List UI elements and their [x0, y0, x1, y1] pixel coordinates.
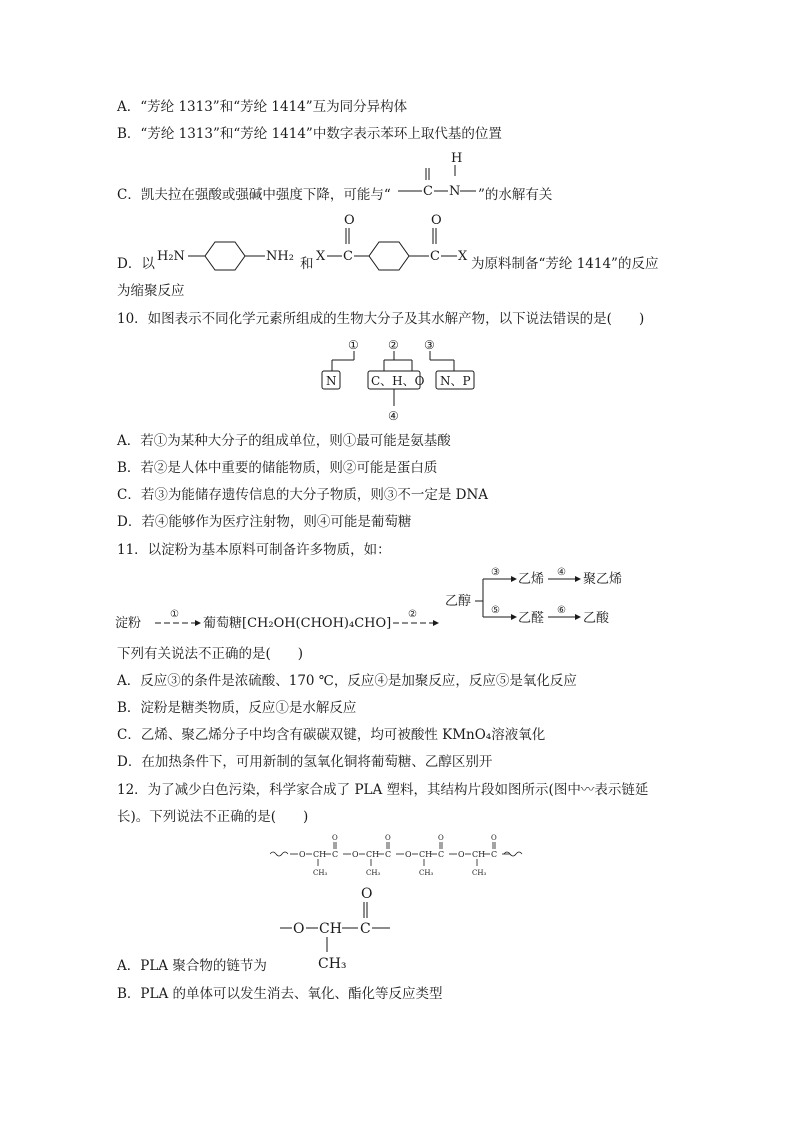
- unit-c: C: [360, 921, 371, 937]
- chain-c-2: C: [438, 850, 445, 859]
- q11-option-d: D．在加热条件下，可用新制的氢氧化铜将葡萄糖、乙醇区别开: [117, 754, 493, 770]
- chain-co-1: O: [385, 834, 391, 842]
- chain-co-3: O: [491, 834, 497, 842]
- chain-ch-1: CH: [366, 850, 380, 859]
- q12-option-a: A．PLA 聚合物的链节为: [117, 958, 267, 974]
- q9-option-b: B．“芳纶 1313”和“芳纶 1414”中数字表示苯环上取代基的位置: [117, 126, 502, 142]
- label-3: ③: [424, 338, 435, 352]
- scheme-ethene: 乙烯: [518, 572, 545, 587]
- scheme-r5: ⑤: [491, 605, 500, 616]
- pla-repeat-unit: [280, 882, 410, 977]
- scheme-polyethene: 聚乙烯: [583, 572, 623, 587]
- amine-right: NH₂: [266, 249, 294, 264]
- scheme-glucose: 葡萄糖[CH₂OH(CHOH)₄CHO]: [203, 616, 392, 631]
- scheme-r2: ②: [408, 609, 417, 620]
- chain-co-0: O: [332, 834, 338, 842]
- unit-ch: CH: [319, 921, 342, 937]
- unit-ch3: CH₃: [318, 956, 347, 972]
- scheme-r6: ⑥: [557, 605, 566, 616]
- label-1: ①: [348, 338, 359, 352]
- chain-ch-0: CH: [313, 850, 327, 859]
- chain-ch3-1: CH₃: [366, 869, 381, 877]
- q12-stem-line1: 12．为了减少白色污染，科学家合成了 PLA 塑料，其结构片段如图所示(图中〰表示链延: [117, 782, 649, 798]
- q10-stem: 10．如图表示不同化学元素所组成的生物大分子及其水解产物，以下说法错误的是( ): [117, 311, 645, 327]
- chain-ch3-3: CH₃: [472, 869, 487, 877]
- chain-o-1: O: [352, 850, 359, 859]
- chain-c-1: C: [385, 850, 392, 859]
- scheme-r4: ④: [557, 567, 566, 578]
- box-cho-label: C、H、O: [371, 374, 425, 388]
- scheme-acetaldehyde: 乙醛: [518, 611, 545, 626]
- scheme-ethanol: 乙醇: [445, 594, 472, 609]
- chain-o-2: O: [405, 850, 412, 859]
- box-np-label: N、P: [440, 374, 471, 388]
- chain-co-2: O: [438, 834, 444, 842]
- unit-carbonyl-o: O: [361, 886, 373, 902]
- chain-ch-3: CH: [472, 850, 486, 859]
- q11-option-a: A．反应③的条件是浓硫酸、170 ℃，反应④是加聚反应，反应⑤是氧化反应: [117, 673, 577, 689]
- q9-option-c-suffix: ”的水解有关: [478, 187, 553, 203]
- chain-o-3: O: [458, 850, 465, 859]
- q11-ask: 下列有关说法不正确的是( ): [117, 646, 304, 662]
- q10-option-c: C．若③为能储存遗传信息的大分子物质，则③不一定是 DNA: [117, 487, 489, 503]
- amide-c: C: [423, 184, 433, 199]
- q12-option-b: B．PLA 的单体可以发生消去、氧化、酯化等反应类型: [117, 986, 443, 1002]
- label-2: ②: [388, 338, 399, 352]
- acyl-o-right: O: [431, 213, 442, 228]
- q10-option-a: A．若①为某种大分子的组成单位，则①最可能是氨基酸: [117, 433, 451, 449]
- q12-stem-line2: 长)。下列说法不正确的是( ): [117, 809, 309, 825]
- acyl-c-left: C: [343, 249, 353, 264]
- q9-option-c-prefix: C．凯夫拉在强酸或强碱中强度下降，可能与“: [117, 187, 391, 203]
- element-diagram: [318, 334, 478, 424]
- amide-n: N: [449, 184, 461, 199]
- chain-o-0: O: [299, 850, 306, 859]
- scheme-starch: 淀粉: [115, 616, 142, 631]
- acyl-o-left: O: [344, 213, 355, 228]
- q11-stem: 11．以淀粉为基本原料可制备许多物质，如：: [117, 542, 391, 558]
- q11-option-c: C．乙烯、聚乙烯分子中均含有碳碳双键，均可被酸性 KMnO₄溶液氧化: [117, 727, 546, 743]
- q9-option-d-prefix: D．以: [117, 256, 155, 272]
- reactant-structures: [155, 210, 475, 275]
- amine-left: H₂N: [157, 249, 185, 264]
- starch-scheme: [115, 565, 635, 635]
- chain-c-0: C: [332, 850, 339, 859]
- q9-option-d-mid: 和: [300, 256, 314, 272]
- label-4: ④: [388, 409, 399, 423]
- chain-c-3: C: [491, 850, 498, 859]
- q9-option-a: A．“芳纶 1313”和“芳纶 1414”互为同分异构体: [117, 99, 408, 115]
- scheme-acetic-acid: 乙酸: [583, 611, 610, 626]
- acyl-c-right: C: [430, 249, 440, 264]
- chain-ch3-0: CH₃: [313, 869, 328, 877]
- scheme-r3: ③: [491, 567, 500, 578]
- acyl-x-left: X: [316, 249, 326, 264]
- amide-h: H: [451, 151, 463, 166]
- acyl-x-right: X: [458, 249, 468, 264]
- q9-option-d-suffix: 为原料制备“芳纶 1414”的反应: [471, 256, 659, 272]
- q11-option-b: B．淀粉是糖类物质，反应①是水解反应: [117, 700, 357, 716]
- chain-ch-2: CH: [419, 850, 433, 859]
- q10-option-d: D．若④能够作为医疗注射物，则④可能是葡萄糖: [117, 514, 412, 530]
- q9-option-d-cont: 为缩聚反应: [117, 283, 185, 299]
- unit-o: O: [293, 921, 305, 937]
- chain-ch3-2: CH₃: [419, 869, 434, 877]
- scheme-r1: ①: [170, 609, 179, 620]
- pla-chain-structure: [270, 832, 530, 880]
- q10-option-b: B．若②是人体中重要的储能物质，则②可能是蛋白质: [117, 460, 438, 476]
- box-n-label: N: [326, 374, 337, 388]
